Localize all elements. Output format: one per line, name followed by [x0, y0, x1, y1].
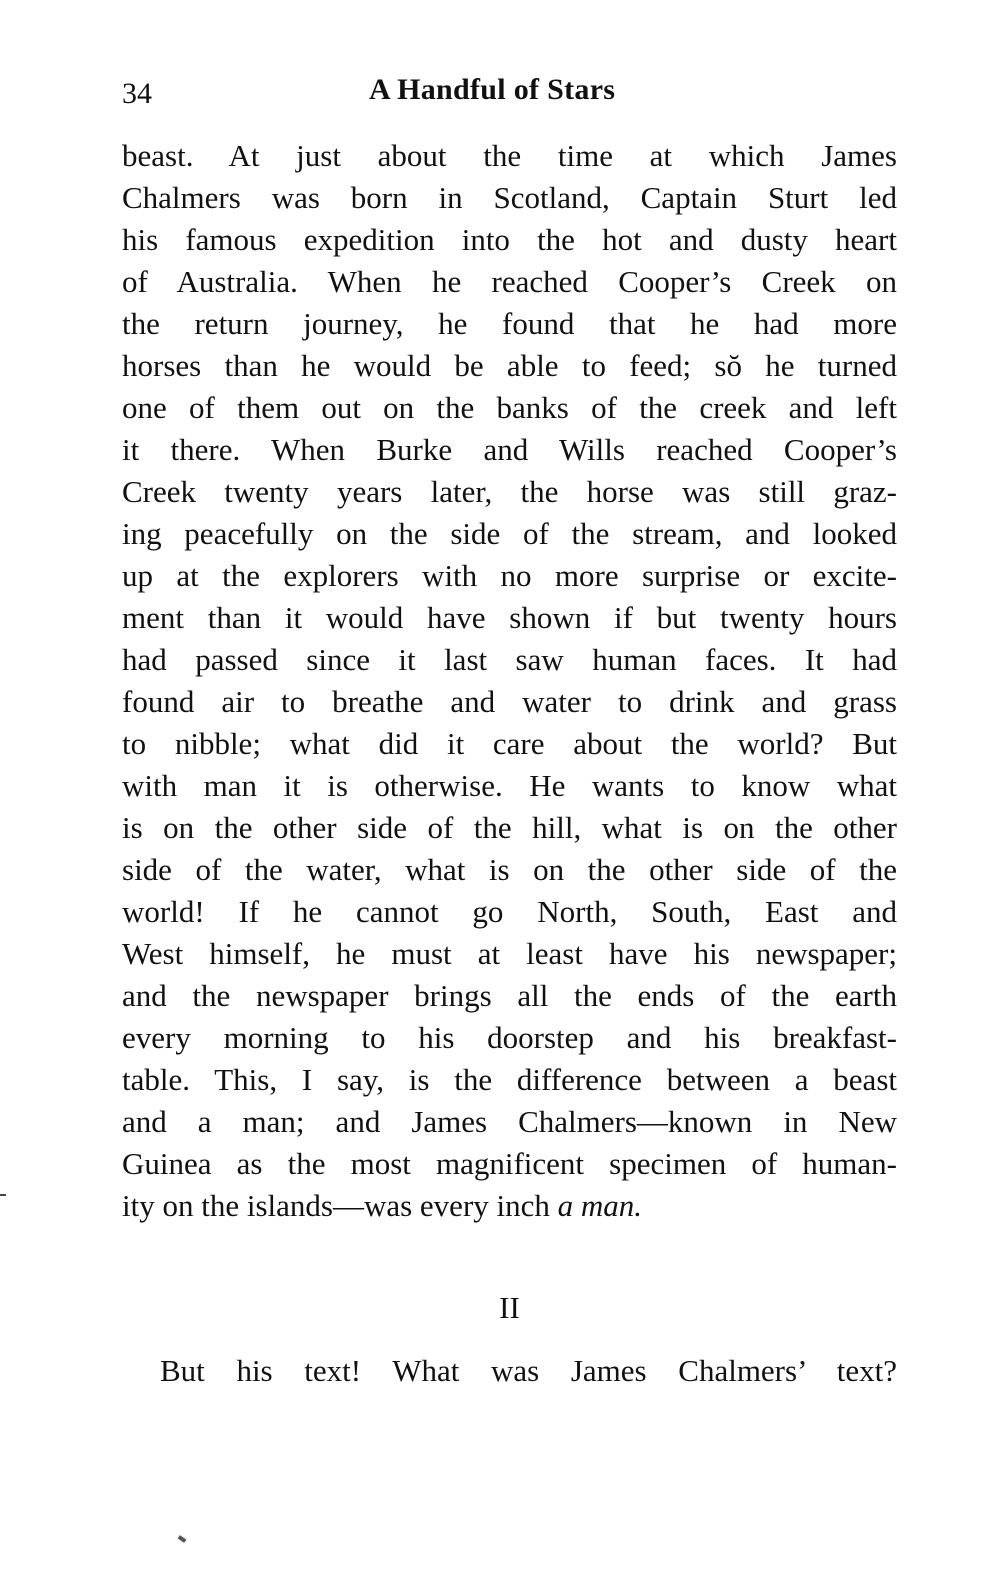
- text-line: table. This, I say, is the difference between a beast: [122, 1062, 897, 1097]
- text-line: ing peacefully on the side of the stream, and looked: [122, 516, 897, 551]
- section-opening-line: But his text! What was James Chalmers’ text?: [160, 1353, 897, 1388]
- text-line: Guinea as the most magnificent specimen of human-: [122, 1146, 897, 1181]
- text-line: Creek twenty years later, the horse was still graz-: [122, 474, 897, 509]
- text-line: one of them out on the banks of the creek and left: [122, 390, 897, 425]
- text-line: world! If he cannot go North, South, East and: [122, 894, 897, 929]
- text-line: is on the other side of the hill, what is on the other: [122, 810, 897, 845]
- text-line: and a man; and James Chalmers—known in New: [122, 1104, 897, 1139]
- page-number: 34: [122, 77, 152, 110]
- text-line: of Australia. When he reached Cooper’s Creek on: [122, 264, 897, 299]
- text-line: beast. At just about the time at which James: [122, 138, 897, 173]
- text-line: the return journey, he found that he had more: [122, 306, 897, 341]
- text-line: it there. When Burke and Wills reached Cooper’s: [122, 432, 897, 467]
- margin-mark: [0, 1194, 6, 1196]
- final-line-prefix: ity on the islands—was every inch: [122, 1188, 558, 1223]
- emphasis-text: a man.: [557, 1188, 643, 1223]
- text-line: found air to breathe and water to drink and grass: [122, 684, 897, 719]
- text-line: every morning to his doorstep and his breakfast-: [122, 1020, 897, 1055]
- text-line: up at the explorers with no more surprise or excite-: [122, 558, 897, 593]
- text-line: with man it is otherwise. He wants to know what: [122, 768, 897, 803]
- section-heading: II: [499, 1290, 520, 1325]
- book-title: A Handful of Stars: [369, 73, 616, 106]
- text-line: his famous expedition into the hot and dusty heart: [122, 222, 897, 257]
- text-line: Chalmers was born in Scotland, Captain Sturt led: [122, 180, 897, 215]
- text-line: and the newspaper brings all the ends of the earth: [122, 978, 897, 1013]
- text-line: to nibble; what did it care about the world? But: [122, 726, 897, 761]
- ink-speck: [178, 1535, 187, 1543]
- text-line: had passed since it last saw human faces. It had: [122, 642, 897, 677]
- text-line: ment than it would have shown if but twenty hours: [122, 600, 897, 635]
- text-line: side of the water, what is on the other side of the: [122, 852, 897, 887]
- text-line: horses than he would be able to feed; sŏ he turned: [122, 348, 897, 383]
- body-paragraph: [122, 135, 897, 1227]
- running-head: [122, 70, 897, 110]
- final-text-line: [122, 1185, 897, 1227]
- text-line: West himself, he must at least have his newspaper;: [122, 936, 897, 971]
